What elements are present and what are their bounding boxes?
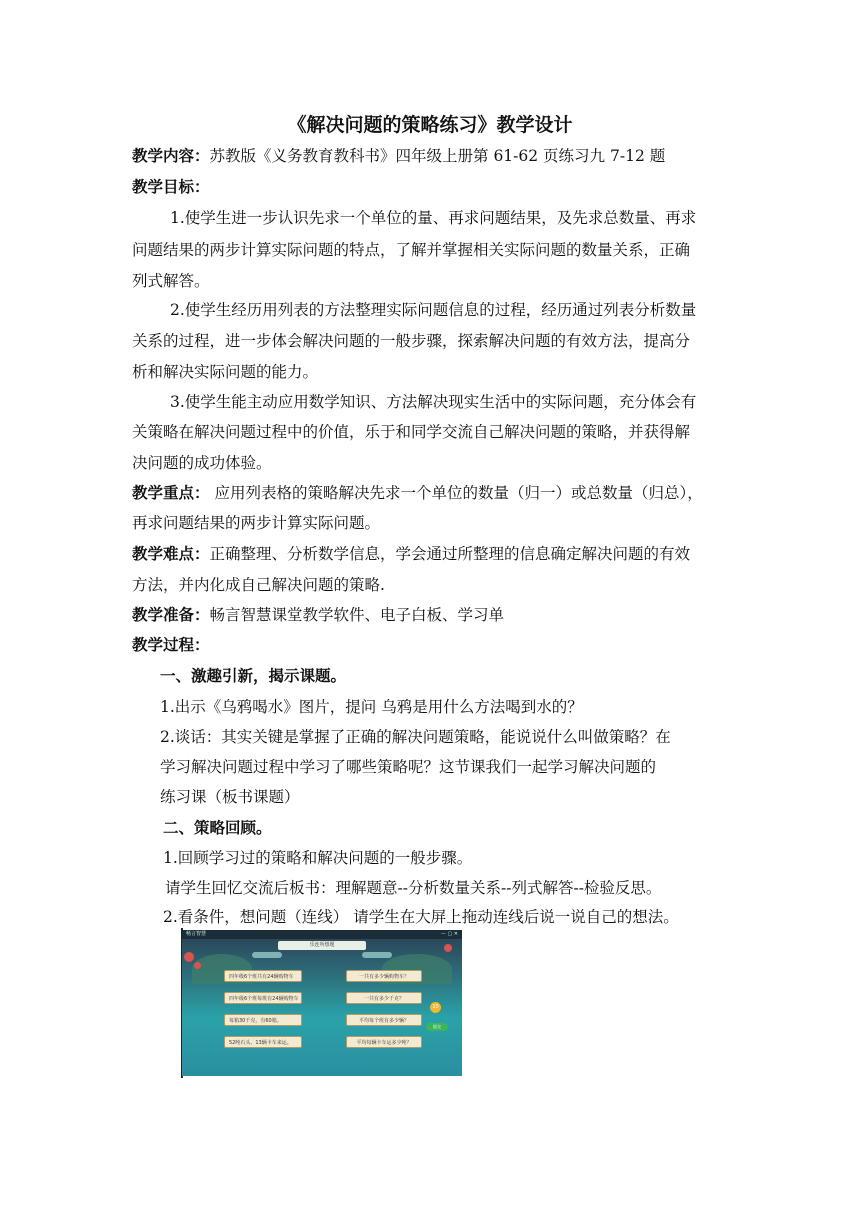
left-card-3[interactable]: 每箱30千克，有60箱。 (224, 1014, 302, 1026)
section-2-item-2: 2.看条件，想问题（连线） 请学生在大屏上拖动连线后说一说自己的想法。 (163, 908, 679, 926)
score-coin-icon: 10 (430, 1002, 441, 1013)
blossom-decoration (444, 944, 452, 952)
document-title: 《解决问题的策略练习》教学设计 (287, 114, 573, 136)
section-1-item-2-line-1: 2.谈话：其实关键是掌握了正确的解决问题策略，能说说什么叫做策略？在 (160, 728, 671, 746)
section-1-heading: 一、激趣引新，揭示课题。 (160, 667, 347, 685)
right-card-1[interactable]: 一共有多少辆购物车？ (346, 970, 422, 982)
blossom-decoration (194, 962, 201, 969)
section-1-item-2-line-3: 练习课（板书课题） (160, 788, 300, 806)
blossom-decoration (184, 952, 194, 962)
key-point-text: 应用列表格的策略解决先求一个单位的数量（归一）或总数量（归总）， (209, 484, 703, 502)
goal-1-line-2: 问题结果的两步计算实际问题的特点，了解并掌握相关实际问题的数量关系，正确 (132, 241, 691, 259)
section-2-item-1b: 请学生回忆交流后板书：理解题意--分析数量关系--列式解答--检验反思。 (165, 879, 662, 897)
teaching-content-text: 苏教版《义务教育教科书》四年级上册第 61-62 页练习九 7-12 题 (209, 147, 666, 165)
difficulty-text: 正确整理、分析数学信息，学会通过所整理的信息确定解决问题的有效 (209, 545, 691, 563)
right-card-3[interactable]: 平均每个班有多少辆？ (346, 1014, 422, 1026)
left-card-2[interactable]: 四年级6个班每班有24辆购物车 (224, 992, 302, 1004)
teaching-goals-label: 教学目标： (132, 178, 210, 196)
key-point (132, 478, 732, 509)
key-point-label: 教学重点： (132, 484, 210, 502)
window-controls-icon: — ▢ ✕ (440, 931, 458, 937)
difficulty-line-2: 方法，并内化成自己解决问题的策略. (132, 576, 385, 594)
section-2-heading: 二、策略回顾。 (163, 819, 272, 837)
teaching-content-label: 教学内容： (132, 147, 210, 165)
teaching-process-label: 教学过程： (132, 636, 210, 654)
classroom-software-screenshot (182, 930, 462, 1076)
screenshot-tab[interactable] (362, 952, 392, 958)
section-1-item-2-line-2: 学习解决问题过程中学习了哪些策略呢？这节课我们一起学习解决问题的 (160, 758, 657, 776)
goal-2-line-3: 析和解决实际问题的能力。 (132, 363, 319, 381)
left-card-4[interactable]: 52吨石头，13辆卡车来运。 (224, 1036, 302, 1048)
goal-2-line-2: 关系的过程，进一步体会解决问题的一般步骤，探索解决问题的有效方法，提高分 (132, 332, 691, 350)
difficulty-label: 教学难点： (132, 545, 210, 563)
teaching-prep-text: 畅言智慧课堂教学软件、电子白板、学习单 (209, 606, 505, 624)
section-1-item-1: 1.出示《乌鸦喝水》图片，提问 乌鸦是用什么方法喝到水的？ (160, 698, 583, 716)
key-point-line-2: 再求问题结果的两步计算实际问题。 (132, 514, 381, 532)
goal-1-line-3: 列式解答。 (132, 272, 210, 290)
submit-button[interactable]: 提交 (426, 1023, 448, 1031)
right-card-2[interactable]: 一共有多少千克？ (346, 992, 422, 1004)
screenshot-banner: 乐连所想题 (278, 941, 366, 950)
screenshot-title-bar (182, 930, 462, 939)
section-2-item-1: 1.回顾学习过的策略和解决问题的一般步骤。 (163, 849, 473, 867)
screenshot-tabs (222, 952, 422, 958)
goal-3-line-2: 关策略在解决问题过程中的价值，乐于和同学交流自己解决问题的策略，并获得解 (132, 423, 691, 441)
left-card-1[interactable]: 四年级6个班共有24辆购物车 (224, 970, 302, 982)
screenshot-tab[interactable] (252, 952, 282, 958)
goal-3-line-3: 决问题的成功体验。 (132, 454, 272, 472)
teaching-content (132, 141, 732, 172)
goal-2-line-1: 2.使学生经历用列表的方法整理实际问题信息的过程，经历通过列表分析数量 (170, 301, 697, 319)
difficulty (132, 539, 732, 570)
goal-3-line-1: 3.使学生能主动应用数学知识、方法解决现实生活中的实际问题，充分体会有 (170, 393, 697, 411)
right-card-4[interactable]: 平均每辆卡车运多少吨？ (346, 1036, 422, 1048)
screenshot-app-title: 畅言智慧 (186, 931, 207, 937)
teaching-prep-label: 教学准备： (132, 606, 210, 624)
goal-1-line-1: 1.使学生进一步认识先求一个单位的量、再求问题结果，及先求总数量、再求 (170, 209, 697, 227)
teaching-prep (132, 600, 732, 631)
